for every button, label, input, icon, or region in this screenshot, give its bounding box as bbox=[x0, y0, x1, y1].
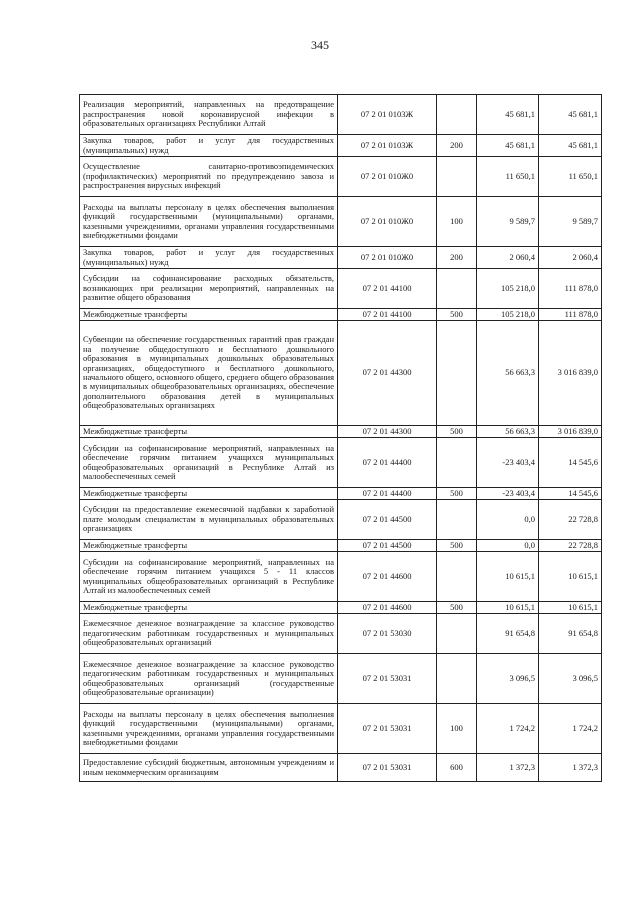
row-target-code: 07 2 01 53030 bbox=[338, 614, 437, 654]
row-target-code: 07 2 01 44100 bbox=[338, 269, 437, 309]
row-amount-change: 10 615,1 bbox=[477, 602, 539, 614]
row-target-code: 07 2 01 44100 bbox=[338, 309, 437, 321]
table-row bbox=[80, 500, 602, 540]
row-expense-type bbox=[437, 614, 477, 654]
row-description: Межбюджетные трансферты bbox=[80, 309, 338, 321]
row-amount-change: 45 681,1 bbox=[477, 95, 539, 135]
row-target-code: 07 2 01 010Ж0 bbox=[338, 197, 437, 247]
table-row bbox=[80, 654, 602, 704]
table-row bbox=[80, 135, 602, 157]
table-row bbox=[80, 197, 602, 247]
row-amount-total: 9 589,7 bbox=[539, 197, 602, 247]
table-row bbox=[80, 754, 602, 782]
row-description: Закупка товаров, работ и услуг для государственных (муниципальных) нужд bbox=[80, 135, 338, 157]
row-description: Межбюджетные трансферты bbox=[80, 602, 338, 614]
page-number: 345 bbox=[311, 38, 329, 52]
row-expense-type: 500 bbox=[437, 426, 477, 438]
table-row bbox=[80, 309, 602, 321]
row-amount-total: 14 545,6 bbox=[539, 438, 602, 488]
row-target-code: 07 2 01 0103Ж bbox=[338, 95, 437, 135]
row-expense-type: 200 bbox=[437, 135, 477, 157]
row-target-code: 07 2 01 53031 bbox=[338, 704, 437, 754]
row-target-code: 07 2 01 53031 bbox=[338, 754, 437, 782]
row-description: Межбюджетные трансферты bbox=[80, 540, 338, 552]
row-amount-change: 3 096,5 bbox=[477, 654, 539, 704]
row-description: Межбюджетные трансферты bbox=[80, 426, 338, 438]
row-expense-type: 500 bbox=[437, 488, 477, 500]
row-amount-change: -23 403,4 bbox=[477, 438, 539, 488]
row-amount-change: 0,0 bbox=[477, 500, 539, 540]
row-amount-total: 3 016 839,0 bbox=[539, 426, 602, 438]
row-description: Субсидии на предоставление ежемесячной надбавки к заработной плате молодым специалистам в муниципальных образовательных организациях bbox=[80, 500, 338, 540]
row-description: Предоставление субсидий бюджетным, автономным учреждениям и иным некоммерческим организациям bbox=[80, 754, 338, 782]
row-expense-type: 100 bbox=[437, 704, 477, 754]
row-amount-total: 3 016 839,0 bbox=[539, 321, 602, 426]
row-amount-change: 9 589,7 bbox=[477, 197, 539, 247]
table-row bbox=[80, 438, 602, 488]
row-amount-change: 105 218,0 bbox=[477, 269, 539, 309]
row-description: Ежемесячное денежное вознаграждение за классное руководство педагогическим работникам государственных и муниципальных общеобразовательных организаций bbox=[80, 614, 338, 654]
budget-table-body bbox=[80, 95, 602, 782]
row-target-code: 07 2 01 53031 bbox=[338, 654, 437, 704]
row-amount-change: -23 403,4 bbox=[477, 488, 539, 500]
row-expense-type: 500 bbox=[437, 540, 477, 552]
table-row bbox=[80, 540, 602, 552]
row-target-code: 07 2 01 44500 bbox=[338, 540, 437, 552]
row-amount-total: 111 878,0 bbox=[539, 269, 602, 309]
row-amount-total: 111 878,0 bbox=[539, 309, 602, 321]
row-amount-change: 56 663,3 bbox=[477, 321, 539, 426]
row-target-code: 07 2 01 44600 bbox=[338, 602, 437, 614]
table-row bbox=[80, 321, 602, 426]
row-target-code: 07 2 01 0103Ж bbox=[338, 135, 437, 157]
row-expense-type bbox=[437, 157, 477, 197]
budget-table bbox=[79, 94, 602, 782]
row-expense-type: 100 bbox=[437, 197, 477, 247]
row-description: Субсидии на софинансирование расходных обязательств, возникающих при реализации мероприятий, направленных на развитие общего образования bbox=[80, 269, 338, 309]
row-amount-total: 2 060,4 bbox=[539, 247, 602, 269]
row-target-code: 07 2 01 44600 bbox=[338, 552, 437, 602]
row-amount-total: 1 724,2 bbox=[539, 704, 602, 754]
row-target-code: 07 2 01 010Ж0 bbox=[338, 157, 437, 197]
row-description: Субсидии на софинансирование мероприятий, направленных на обеспечение горячим питанием учащихся муниципальных общеобразовательных организаций в Республике Алтай из малообеспеченных семей bbox=[80, 438, 338, 488]
table-row bbox=[80, 704, 602, 754]
row-target-code: 07 2 01 44400 bbox=[338, 438, 437, 488]
row-amount-total: 45 681,1 bbox=[539, 135, 602, 157]
row-expense-type bbox=[437, 95, 477, 135]
row-amount-change: 45 681,1 bbox=[477, 135, 539, 157]
row-expense-type: 500 bbox=[437, 309, 477, 321]
row-amount-total: 91 654,8 bbox=[539, 614, 602, 654]
table-row bbox=[80, 488, 602, 500]
row-amount-total: 10 615,1 bbox=[539, 602, 602, 614]
row-target-code: 07 2 01 44400 bbox=[338, 488, 437, 500]
row-target-code: 07 2 01 44300 bbox=[338, 426, 437, 438]
row-expense-type bbox=[437, 269, 477, 309]
row-description: Ежемесячное денежное вознаграждение за классное руководство педагогическим работникам государственных и муниципальных общеобразовательных организаций (государственные общеобразовательные организации) bbox=[80, 654, 338, 704]
row-target-code: 07 2 01 010Ж0 bbox=[338, 247, 437, 269]
row-amount-total: 22 728,8 bbox=[539, 540, 602, 552]
row-amount-change: 105 218,0 bbox=[477, 309, 539, 321]
row-target-code: 07 2 01 44300 bbox=[338, 321, 437, 426]
row-amount-change: 0,0 bbox=[477, 540, 539, 552]
row-amount-total: 3 096,5 bbox=[539, 654, 602, 704]
row-description: Межбюджетные трансферты bbox=[80, 488, 338, 500]
row-amount-total: 45 681,1 bbox=[539, 95, 602, 135]
row-amount-change: 11 650,1 bbox=[477, 157, 539, 197]
row-description: Закупка товаров, работ и услуг для государственных (муниципальных) нужд bbox=[80, 247, 338, 269]
row-expense-type bbox=[437, 321, 477, 426]
table-row bbox=[80, 157, 602, 197]
table-row bbox=[80, 95, 602, 135]
table-row bbox=[80, 426, 602, 438]
row-amount-change: 91 654,8 bbox=[477, 614, 539, 654]
table-row bbox=[80, 269, 602, 309]
row-amount-total: 10 615,1 bbox=[539, 552, 602, 602]
row-expense-type bbox=[437, 552, 477, 602]
row-expense-type bbox=[437, 500, 477, 540]
row-target-code: 07 2 01 44500 bbox=[338, 500, 437, 540]
row-amount-change: 1 724,2 bbox=[477, 704, 539, 754]
table-row bbox=[80, 602, 602, 614]
row-amount-total: 11 650,1 bbox=[539, 157, 602, 197]
row-expense-type: 200 bbox=[437, 247, 477, 269]
row-expense-type bbox=[437, 654, 477, 704]
row-description: Расходы на выплаты персоналу в целях обеспечения выполнения функций государственными (муниципальными) органами, казенными учреждениями, органами управления государственными внебюджетными фондами bbox=[80, 197, 338, 247]
row-expense-type: 600 bbox=[437, 754, 477, 782]
row-description: Субвенции на обеспечение государственных гарантий прав граждан на получение общедоступного и бесплатного дошкольного образования в муниципальных дошкольных образовательных организациях, общедоступного и бесплатного дошкольного, начального общего, основного общего, среднего общего образования в муниципальных общеобразовательных организациях, обеспечение дополнительного образования детей в муниципальных общеобразовательных организациях bbox=[80, 321, 338, 426]
row-amount-change: 10 615,1 bbox=[477, 552, 539, 602]
row-amount-total: 1 372,3 bbox=[539, 754, 602, 782]
row-expense-type: 500 bbox=[437, 602, 477, 614]
table-row bbox=[80, 614, 602, 654]
row-description: Субсидии на софинансирование мероприятий, направленных на обеспечение горячим питанием учащихся 5 - 11 классов муниципальных общеобразовательных организаций в Республике Алтай из малообеспеченных семей bbox=[80, 552, 338, 602]
row-amount-change: 2 060,4 bbox=[477, 247, 539, 269]
row-description: Расходы на выплаты персоналу в целях обеспечения выполнения функций государственными (муниципальными) органами, казенными учреждениями, органами управления государственными внебюджетными фондами bbox=[80, 704, 338, 754]
table-row bbox=[80, 552, 602, 602]
row-amount-change: 1 372,3 bbox=[477, 754, 539, 782]
row-description: Осуществление санитарно-противоэпидемических (профилактических) мероприятий по предупреждению завоза и распространения вирусных инфекций bbox=[80, 157, 338, 197]
row-expense-type bbox=[437, 438, 477, 488]
table-row bbox=[80, 247, 602, 269]
row-description: Реализация мероприятий, направленных на предотвращение распространения новой коронавирусной инфекции в образовательных организациях Республики Алтай bbox=[80, 95, 338, 135]
row-amount-change: 56 663,3 bbox=[477, 426, 539, 438]
row-amount-total: 14 545,6 bbox=[539, 488, 602, 500]
row-amount-total: 22 728,8 bbox=[539, 500, 602, 540]
